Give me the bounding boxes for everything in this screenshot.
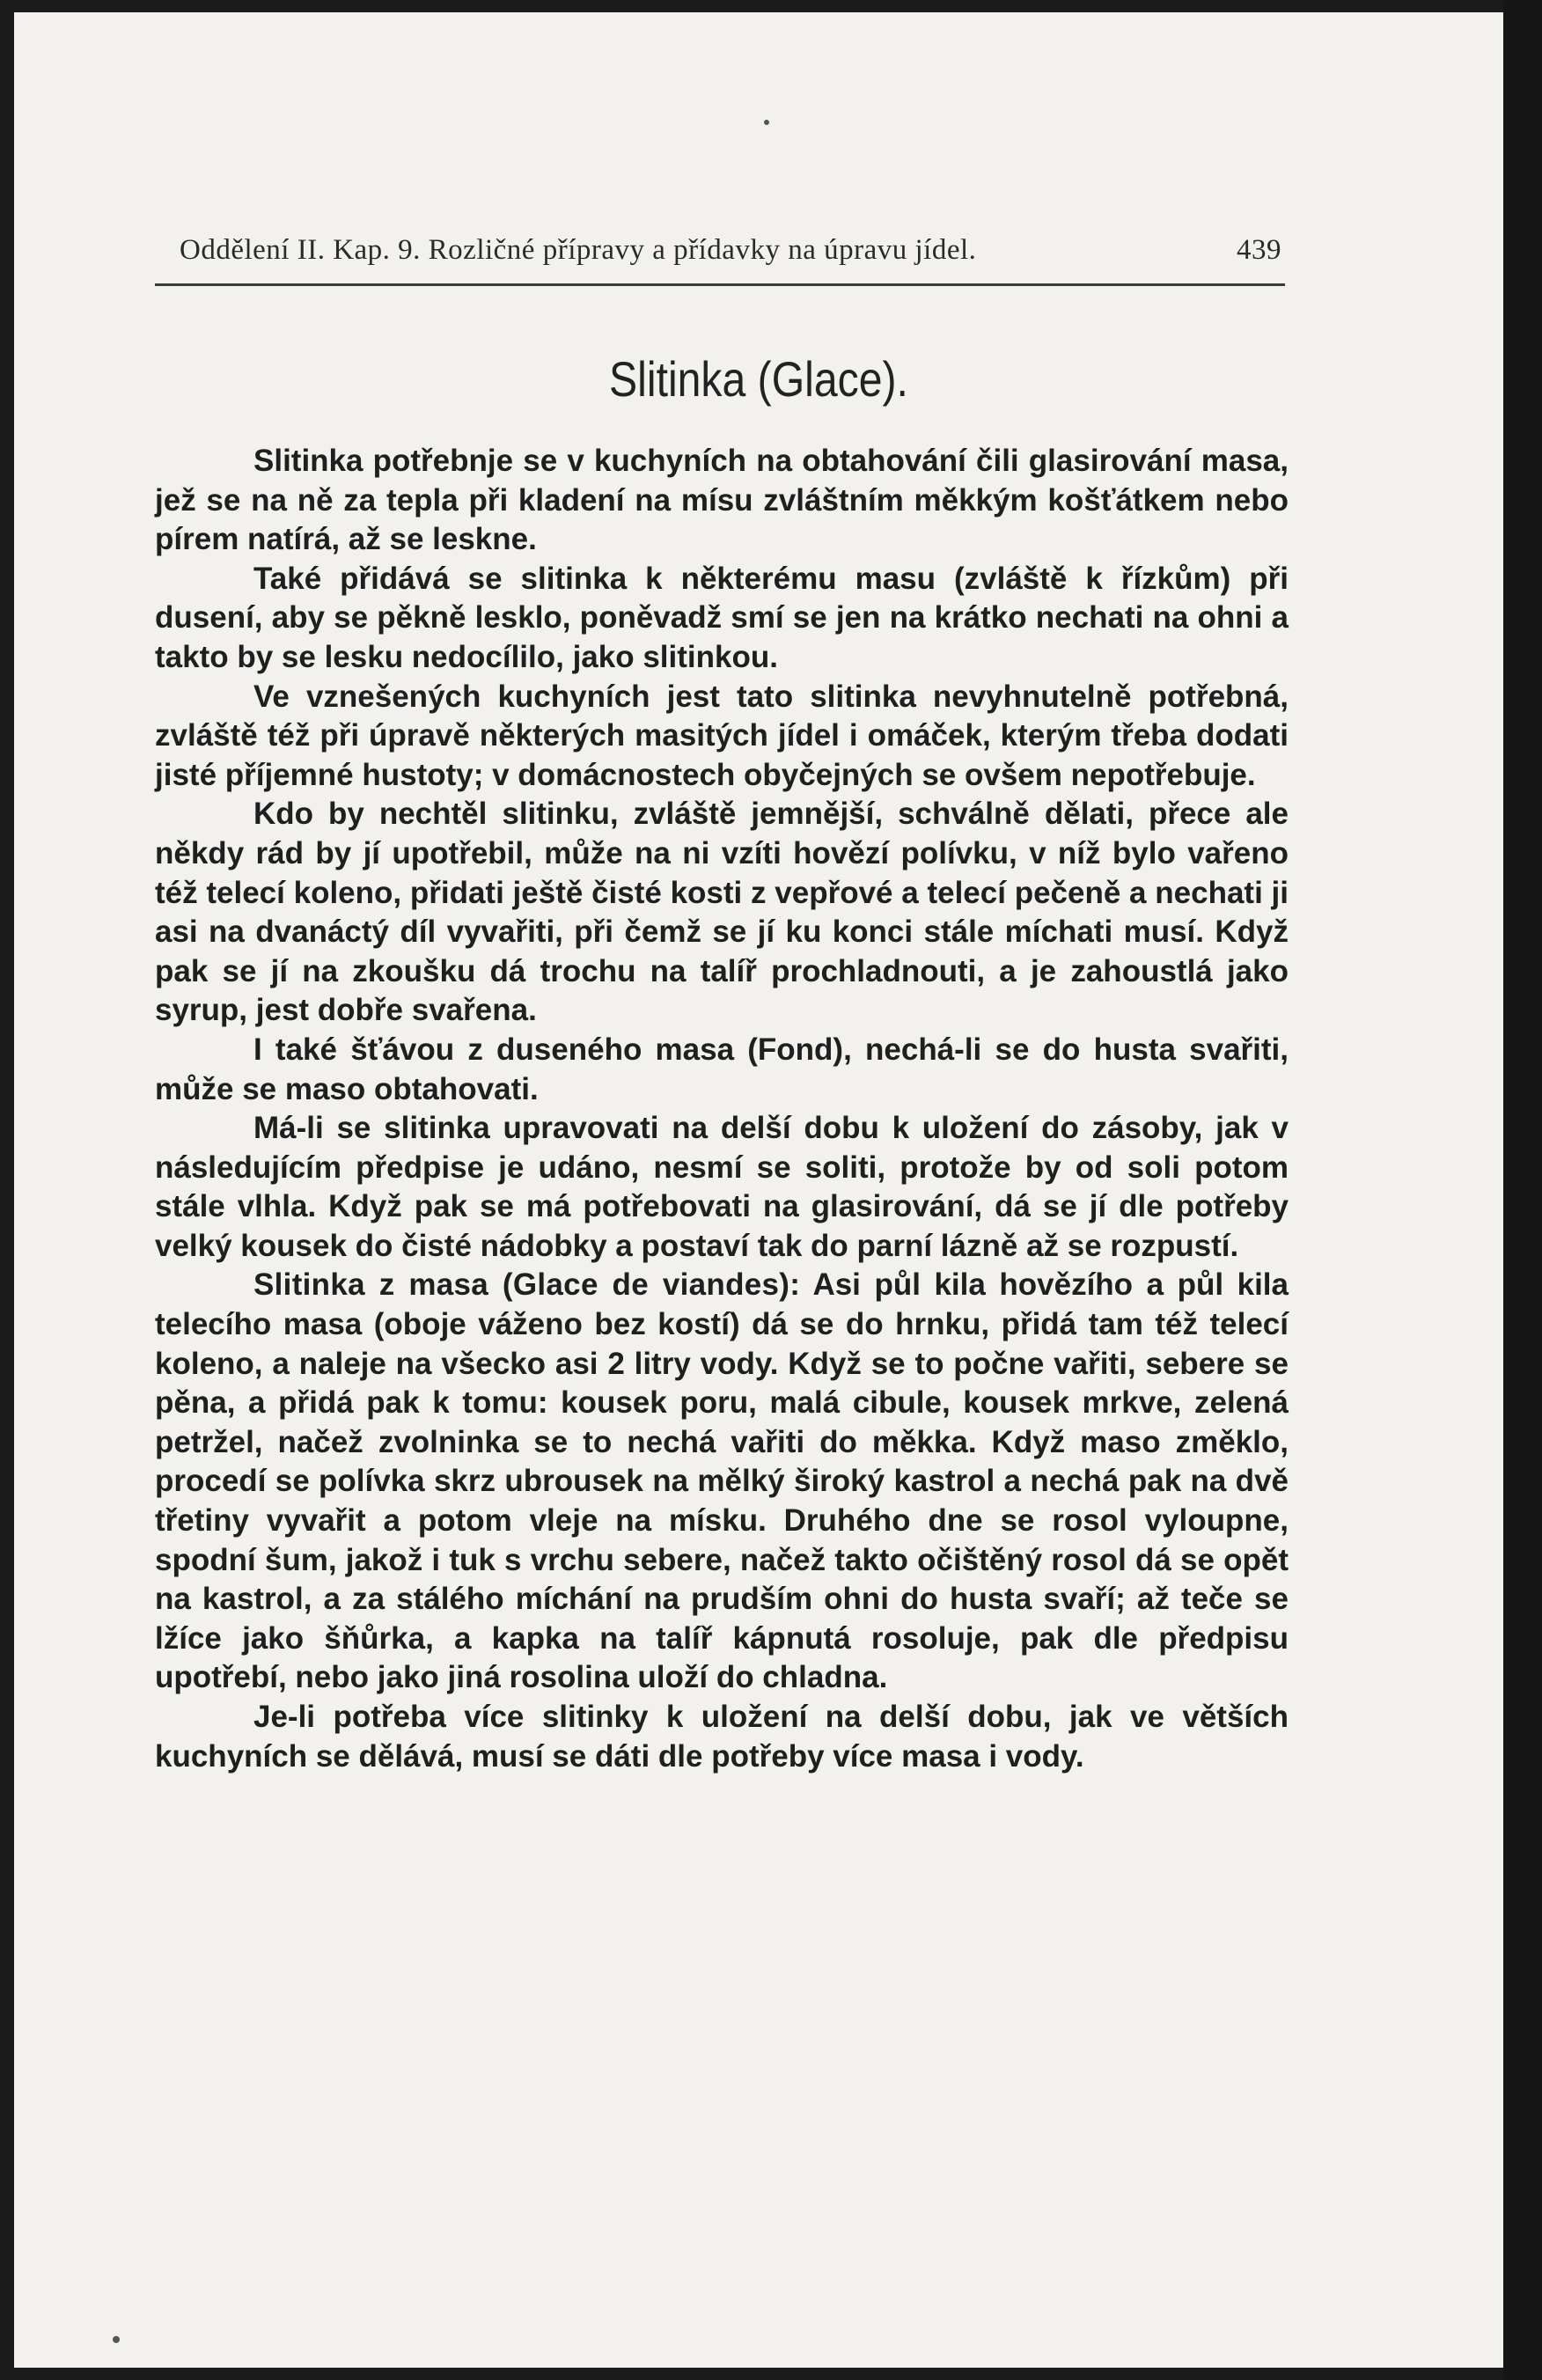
paragraph: Slitinka potřebnje se v kuchyních na obtahování čili glasirování masa, jež se na ně za tepla při kladení na mísu zvláštním měkkým košťátkem nebo pírem natírá, až se leskne. — [155, 444, 1289, 557]
recipe-paragraph — [155, 1266, 1289, 1698]
recipe-title: Slitinka z masa (Glace de viandes): — [253, 1267, 801, 1303]
paper-speck — [113, 2336, 120, 2343]
body-text — [155, 442, 1289, 1776]
paragraph: Ve vznešených kuchyních jest tato slitinka nevyhnutelně potřebná, zvláště též při úpravě některých masitých jídel i omáček, kterým třeba dodati jisté příjemné hustoty; v domácnostech obyčejných se ovšem nepotřebuje. — [155, 679, 1289, 792]
closing-paragraph: Je-li potřeba více slitinky k uložení na delší dobu, jak ve větších kuchyních se dělává, musí se dáti dle potřeby více masa i vody. — [155, 1700, 1289, 1774]
paragraph: Kdo by nechtěl slitinku, zvláště jemnější, schválně dělati, přece ale někdy rád by jí upotřebil, může na ni vzíti hovězí polívku, v níž bylo vařeno též telecí koleno, přidati ještě čisté kosti z vepřové a telecí pečeně a nechati ji asi na dvanáctý díl vyvařiti, při čemž se jí ku konci stále míchati musí. Když pak se jí na zkoušku dá trochu na talíř prochladnouti, a je zahoustlá jako syrup, jest dobře svařena. — [155, 797, 1289, 1028]
recipe-text: Asi půl kila hovězího a půl kila telecího masa (oboje váženo bez kostí) dá se do hrnku, přidá tam též telecí koleno, a naleje na všecko asi 2 litry vody. Když se to počne vařiti, sebere se pěna, a přidá pak k tomu: kousek poru, malá cibule, kousek mrkve, zelená petržel, načež zvolninka se to nechá vařiti do měkka. Když maso změklo, procedí se polívka skrz ubrousek na mělký široký kastrol a nechá pak na dvě třetiny vyvařit a potom vleje na mísku. Druhého dne se rosol vyloupne, spodní šum, jakož i tuk s vrchu sebere, načež takto očištěný rosol dá se opět na kastrol, a za stálého míchání na prudším ohni do husta svaří; až teče se lžíce jako šňůrka, a kapka na talíř kápnutá rosoluje, pak dle předpisu upotřebí, nebo jako jiná rosolina uloží do chladna. — [155, 1267, 1289, 1695]
paper-speck — [764, 120, 769, 125]
chapter-heading: Oddělení II. Kap. 9. Rozličné přípravy a přídavky na úpravu jídel. — [180, 234, 977, 266]
book-page — [14, 12, 1503, 2368]
paragraph: I také šťávou z duseného masa (Fond), nechá-li se do husta svařiti, může se maso obtahovati. — [155, 1032, 1289, 1106]
running-head — [180, 234, 1281, 267]
paragraph: Také přidává se slitinka k některému masu (zvláště k řízkům) při dusení, aby se pěkně lesklo, poněvadž smí se jen na krátko nechati na ohni a takto by se lesku nedocílilo, jako slitinkou. — [155, 561, 1289, 674]
header-rule — [155, 283, 1285, 286]
section-title: Slitinka (Glace). — [609, 351, 908, 407]
paragraph: Má-li se slitinka upravovati na delší dobu k uložení do zásoby, jak v následujícím předpise je udáno, nesmí se soliti, protože by od soli potom stále vlhla. Když pak se má potřebovati na glasirování, dá se jí dle potřeby velký kousek do čisté nádobky a postaví tak do parní lázně až se rozpustí. — [155, 1111, 1289, 1263]
page-number: 439 — [1237, 234, 1281, 266]
scan-border — [1503, 0, 1542, 2380]
